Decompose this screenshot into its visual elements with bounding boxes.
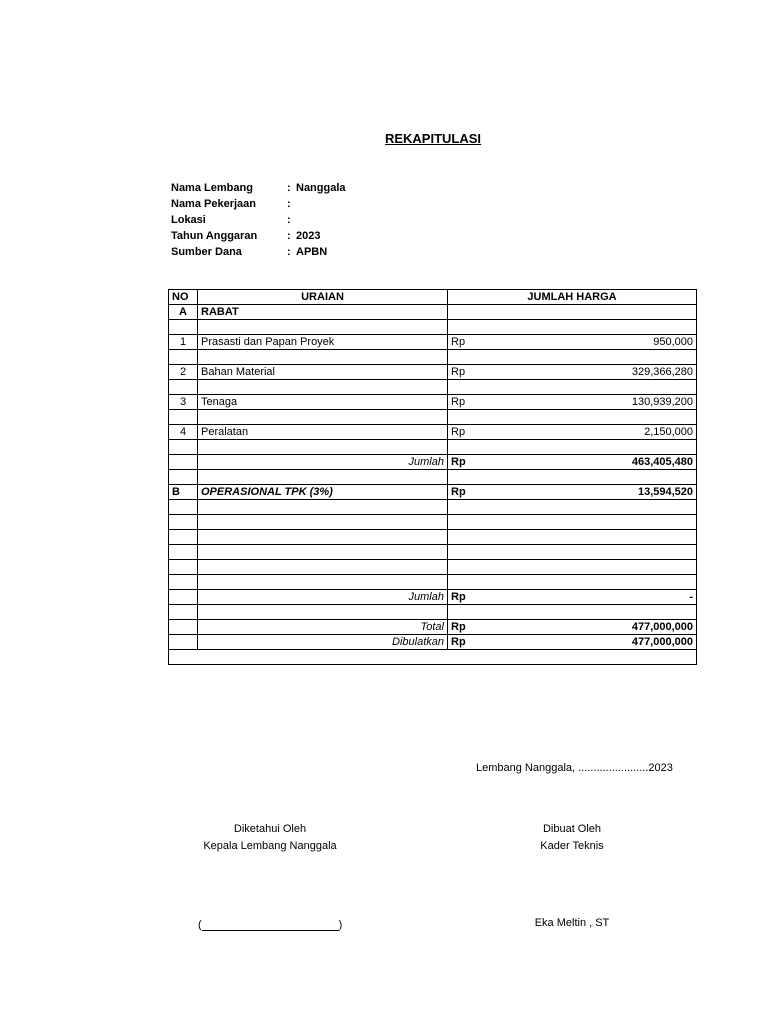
paren-close: ) (338, 919, 343, 931)
table-row (169, 365, 697, 380)
item-amount: 329,366,280 (492, 365, 697, 380)
jumlah-b-row (169, 590, 697, 605)
total-row (169, 620, 697, 635)
spacer-row (169, 320, 697, 335)
header-jumlah-harga: JUMLAH HARGA (448, 290, 697, 305)
table-row (169, 395, 697, 410)
item-currency: Rp (448, 365, 492, 380)
document-title: REKAPITULASI (384, 131, 482, 146)
spacer-row (169, 470, 697, 485)
signature-blank-line (198, 918, 342, 931)
dibulatkan-label: Dibulatkan (198, 635, 448, 650)
spacer-row (169, 560, 697, 575)
total-label: Total (198, 620, 448, 635)
info-value: APBN (296, 246, 328, 258)
section-no: A (169, 305, 198, 320)
spacer-row (169, 545, 697, 560)
dibulatkan-currency: Rp (448, 635, 492, 650)
sign-left-line1: Diketahui Oleh (233, 823, 307, 835)
jumlah-label: Jumlah (198, 590, 448, 605)
item-label: Prasasti dan Papan Proyek (198, 335, 448, 350)
table-header-row (169, 290, 697, 305)
info-value: Nanggala (296, 182, 346, 194)
paren-open: ( (198, 919, 202, 931)
rekap-table (168, 289, 697, 665)
header-uraian: URAIAN (198, 290, 448, 305)
section-label: RABAT (198, 305, 448, 320)
spacer-row (169, 380, 697, 395)
jumlah-amount: - (492, 590, 697, 605)
signer-name: Eka Meltin , ST (534, 917, 610, 929)
spacer-row (169, 650, 697, 665)
blank-underline (202, 918, 339, 931)
spacer-row (169, 575, 697, 590)
jumlah-currency: Rp (448, 590, 492, 605)
sign-right-line2: Kader Teknis (540, 840, 604, 852)
spacer-row (169, 410, 697, 425)
item-label: Peralatan (198, 425, 448, 440)
jumlah-currency: Rp (448, 455, 492, 470)
jumlah-a-row (169, 455, 697, 470)
item-currency: Rp (448, 395, 492, 410)
info-label: Nama Pekerjaan (171, 198, 256, 210)
sign-right-line1: Dibuat Oleh (542, 823, 602, 835)
item-amount: 130,939,200 (492, 395, 697, 410)
info-label: Lokasi (171, 214, 206, 226)
jumlah-label: Jumlah (198, 455, 448, 470)
item-currency: Rp (448, 425, 492, 440)
info-label: Nama Lembang (171, 182, 253, 194)
item-label: Tenaga (198, 395, 448, 410)
total-currency: Rp (448, 620, 492, 635)
section-currency: Rp (448, 485, 492, 500)
section-no: B (169, 485, 198, 500)
info-label: Tahun Anggaran (171, 230, 258, 242)
info-value: 2023 (296, 230, 321, 242)
item-no: 3 (169, 395, 198, 410)
header-no: NO (169, 290, 198, 305)
item-no: 1 (169, 335, 198, 350)
item-label: Bahan Material (198, 365, 448, 380)
item-amount: 950,000 (492, 335, 697, 350)
spacer-row (169, 350, 697, 365)
sign-left-line2: Kepala Lembang Nanggala (203, 840, 337, 852)
section-a-row (169, 305, 697, 320)
spacer-row (169, 515, 697, 530)
item-amount: 2,150,000 (492, 425, 697, 440)
dibulatkan-row (169, 635, 697, 650)
jumlah-amount: 463,405,480 (492, 455, 697, 470)
table-row (169, 335, 697, 350)
item-no: 2 (169, 365, 198, 380)
item-currency: Rp (448, 335, 492, 350)
item-no: 4 (169, 425, 198, 440)
dibulatkan-amount: 477,000,000 (492, 635, 697, 650)
spacer-row (169, 605, 697, 620)
table-row (169, 425, 697, 440)
info-label: Sumber Dana (171, 246, 242, 258)
spacer-row (169, 500, 697, 515)
section-label: OPERASIONAL TPK (3%) (198, 485, 448, 500)
place-date: Lembang Nanggala, .......................2023 (476, 762, 673, 774)
spacer-row (169, 440, 697, 455)
section-b-row (169, 485, 697, 500)
spacer-row (169, 530, 697, 545)
total-amount: 477,000,000 (492, 620, 697, 635)
section-amount: 13,594,520 (492, 485, 697, 500)
